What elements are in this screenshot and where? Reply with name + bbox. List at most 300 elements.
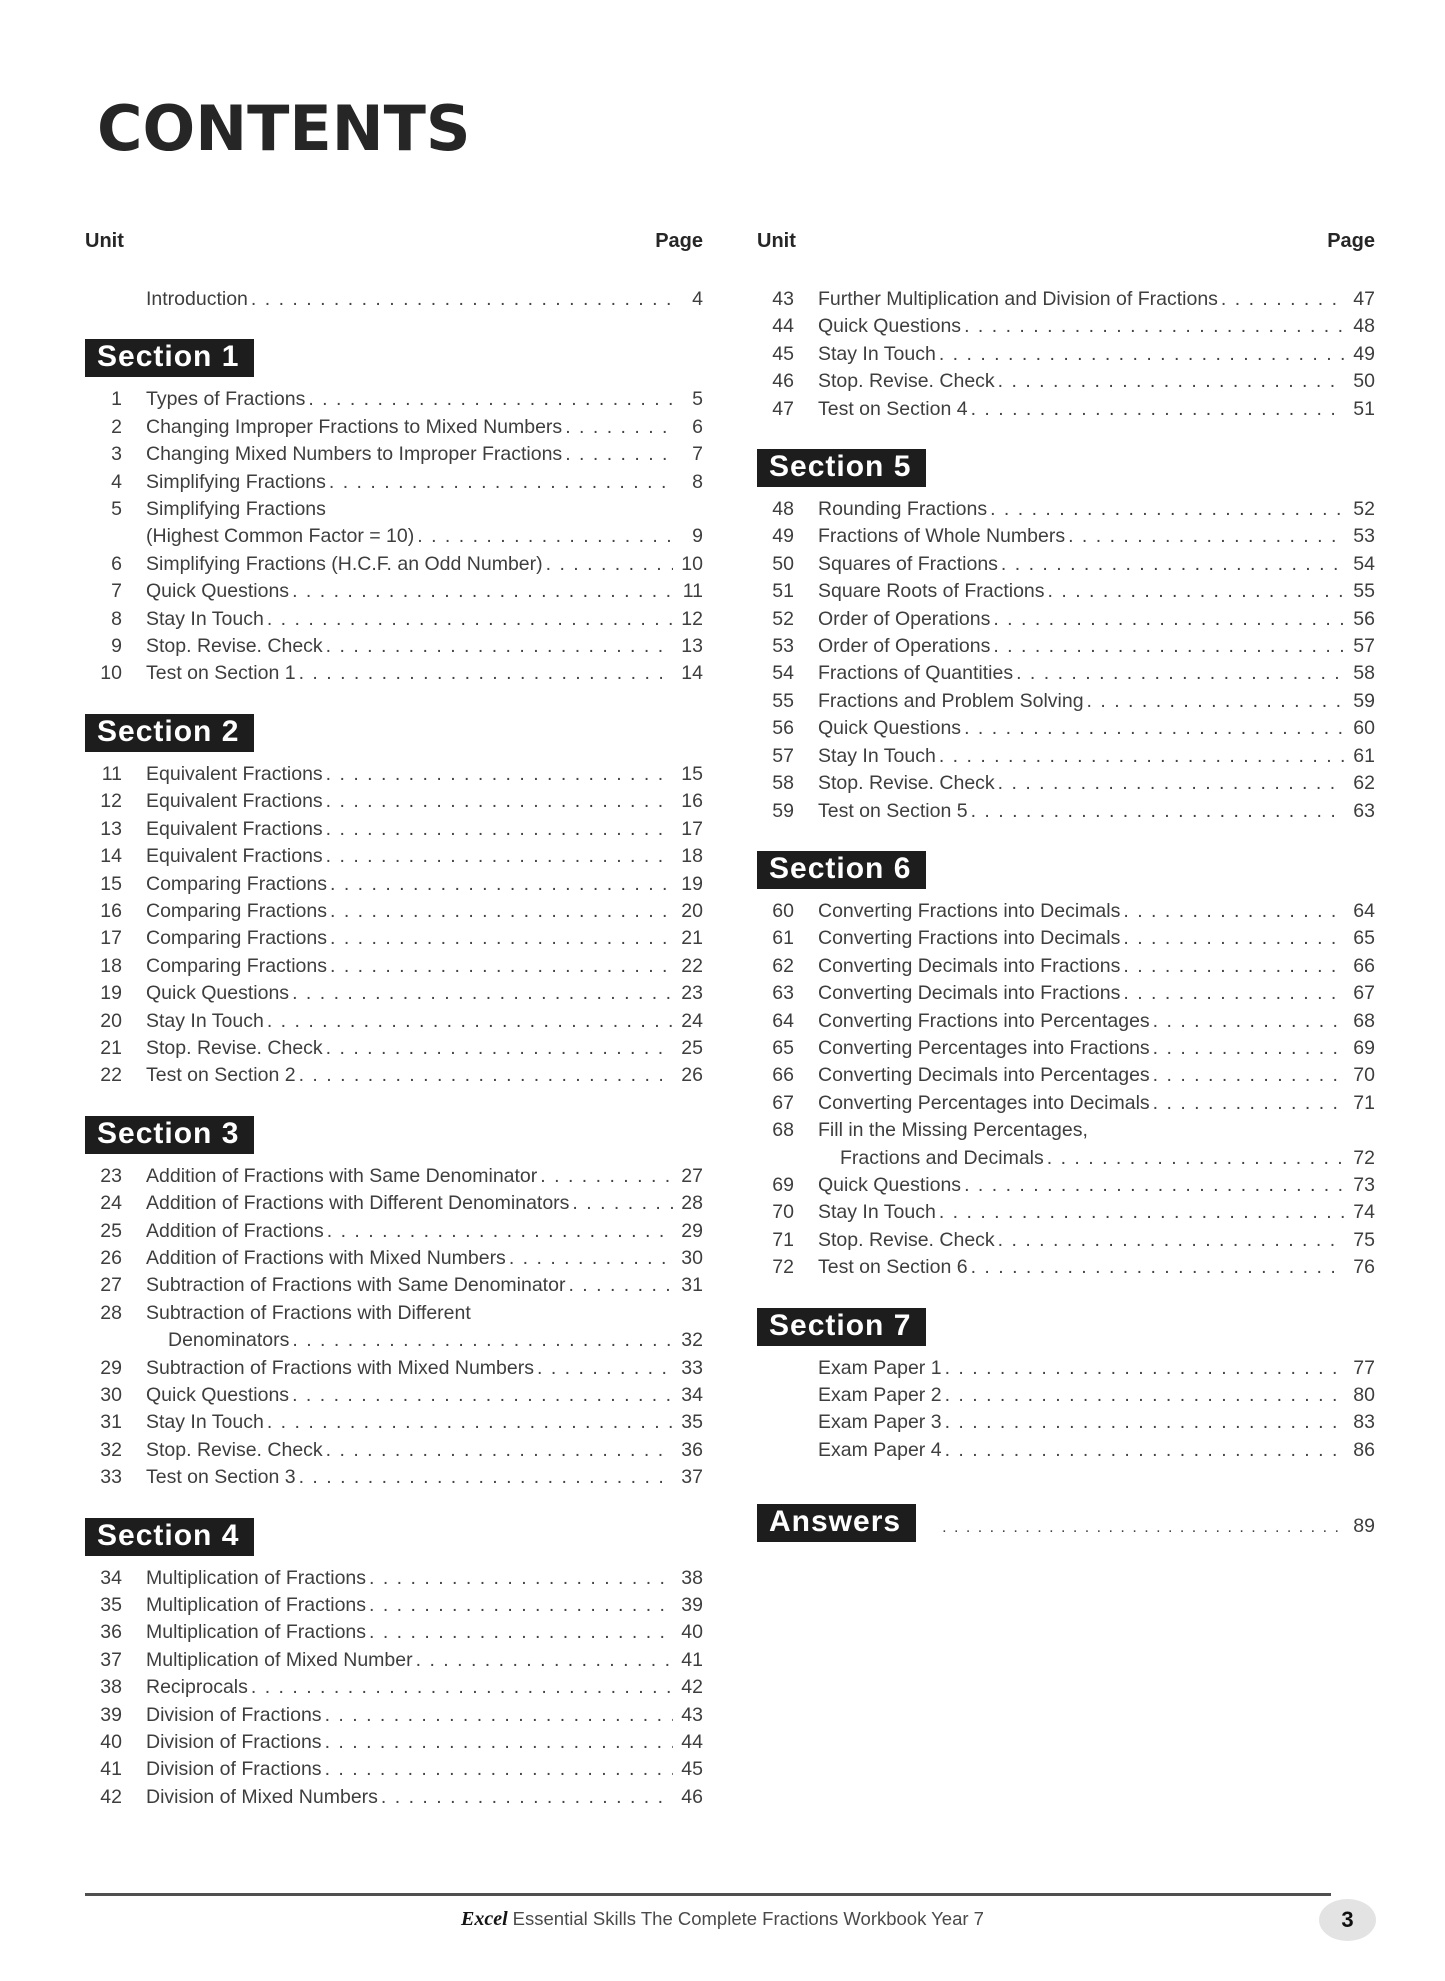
- entry-title: Exam Paper 2: [818, 1384, 942, 1406]
- entry-title: Test on Section 5: [818, 799, 968, 822]
- section-header: Section 7: [757, 1308, 926, 1346]
- entry-page: 46: [681, 1785, 703, 1808]
- toc-entry: [85, 816, 703, 843]
- entry-number: 7: [111, 580, 122, 603]
- entry-page: 50: [1353, 370, 1375, 393]
- entry-number: 10: [100, 662, 122, 685]
- entry-page: 48: [1353, 315, 1375, 338]
- entry-line: [794, 1172, 1375, 1199]
- dot-leader: [1123, 898, 1345, 925]
- toc-entry: [757, 898, 1375, 925]
- entry-number: 56: [772, 717, 794, 740]
- footer-text: [0, 1908, 1445, 1931]
- entry-line: [122, 551, 703, 578]
- entry-line: [122, 871, 703, 898]
- dot-leader: [369, 1592, 673, 1619]
- entry-line: [122, 286, 703, 313]
- entry-line: [794, 715, 1375, 742]
- entry-title: (Highest Common Factor = 10): [146, 525, 415, 548]
- unit-column-header: Unit: [85, 230, 124, 252]
- entry-line: [122, 1756, 703, 1783]
- entry-number: 22: [100, 1064, 122, 1087]
- dot-leader: [299, 1062, 673, 1089]
- entry-number: 47: [772, 397, 794, 420]
- entry-line: [794, 1145, 1375, 1172]
- entry-line: [122, 788, 703, 815]
- entry-number: 49: [772, 525, 794, 548]
- entry-number: 37: [100, 1648, 122, 1671]
- entry-title: Converting Decimals into Fractions: [818, 982, 1121, 1005]
- entry-number: [757, 1409, 794, 1436]
- entry-line: [794, 633, 1375, 660]
- dot-leader: [546, 551, 673, 578]
- entry-title: Stay In Touch: [818, 342, 936, 365]
- entry-number: 41: [100, 1758, 122, 1781]
- entry-title: Stay In Touch: [146, 1411, 264, 1434]
- dot-leader: [945, 1355, 1345, 1382]
- dot-leader: [964, 313, 1345, 340]
- entry-title: Comparing Fractions: [146, 927, 327, 950]
- entry-line: [122, 1784, 703, 1811]
- entry-number: 27: [100, 1274, 122, 1297]
- page-column-header: Page: [1327, 230, 1375, 252]
- entry-title: Test on Section 2: [146, 1064, 296, 1087]
- entry-number: [757, 1355, 794, 1382]
- entry-title: Introduction: [146, 288, 248, 310]
- unit-column-header: Unit: [757, 230, 796, 252]
- entry-line: [794, 551, 1375, 578]
- dot-leader: [417, 523, 673, 550]
- entry-page: 20: [681, 899, 703, 922]
- entry-page: 19: [681, 872, 703, 895]
- entry-page: 53: [1353, 525, 1375, 548]
- entry-line: [794, 1090, 1375, 1117]
- entry-title: Fractions and Decimals: [840, 1146, 1044, 1169]
- toc-entry: [757, 1117, 1375, 1144]
- entry-line: [122, 469, 703, 496]
- entry-line: [122, 523, 703, 550]
- toc-entry: [85, 1382, 703, 1409]
- entry-title: Fractions of Quantities: [818, 662, 1014, 685]
- entry-page: 77: [1353, 1356, 1375, 1379]
- toc-entry: [85, 1218, 703, 1245]
- dot-leader: [1153, 1090, 1345, 1117]
- entry-number: [757, 1437, 794, 1464]
- dot-leader: [330, 871, 673, 898]
- entry-line: [122, 1729, 703, 1756]
- entry-number: 21: [100, 1036, 122, 1059]
- entry-page: 45: [681, 1758, 703, 1781]
- toc-entry: [85, 578, 703, 605]
- dot-leader: [292, 578, 673, 605]
- entry-page: 75: [1353, 1228, 1375, 1251]
- entry-line: [794, 660, 1375, 687]
- entry-page: 43: [681, 1703, 703, 1726]
- toc-entry: [757, 798, 1375, 825]
- dot-leader: [964, 715, 1345, 742]
- toc-entry: [85, 761, 703, 788]
- toc-entry: [757, 1145, 1375, 1172]
- entry-number: 36: [100, 1621, 122, 1644]
- toc-entry: [85, 1756, 703, 1783]
- entry-page: 59: [1353, 689, 1375, 712]
- entry-title: Simplifying Fractions: [146, 498, 326, 521]
- entry-line: [794, 496, 1375, 523]
- dot-leader: [326, 788, 673, 815]
- toc-entry: [85, 469, 703, 496]
- entry-page: 29: [681, 1219, 703, 1242]
- entry-number: 15: [100, 872, 122, 895]
- entry-line: [122, 1218, 703, 1245]
- entry-page: 64: [1353, 899, 1375, 922]
- entry-page: 10: [681, 552, 703, 575]
- entry-number: 31: [100, 1411, 122, 1434]
- entry-number: 71: [772, 1228, 794, 1251]
- toc-entry: [757, 551, 1375, 578]
- entry-page: 42: [681, 1676, 703, 1699]
- toc-entry: [85, 1647, 703, 1674]
- entry-line: [122, 1008, 703, 1035]
- toc-entry: [757, 1254, 1375, 1281]
- entry-page: 55: [1353, 580, 1375, 603]
- toc-entry: [85, 414, 703, 441]
- dot-leader: [1047, 1145, 1345, 1172]
- dot-leader: [1221, 286, 1345, 313]
- entry-page: 39: [681, 1594, 703, 1617]
- entry-title: Quick Questions: [146, 982, 290, 1005]
- entry-title: Division of Mixed Numbers: [146, 1785, 378, 1808]
- entry-line: [122, 496, 703, 523]
- entry-title: Equivalent Fractions: [146, 817, 323, 840]
- toc-entry: [85, 843, 703, 870]
- dot-leader: [993, 633, 1345, 660]
- toc-entry: [85, 1355, 703, 1382]
- entry-line: [794, 1035, 1375, 1062]
- section-header-row: [757, 851, 1375, 889]
- toc-entry: [85, 1300, 703, 1327]
- entry-number: 35: [100, 1594, 122, 1617]
- entry-number: 63: [772, 982, 794, 1005]
- toc-entry: [85, 1409, 703, 1436]
- toc-entry: [757, 578, 1375, 605]
- entry-line: [122, 1437, 703, 1464]
- dot-leader: [565, 441, 673, 468]
- toc-entry: [85, 1035, 703, 1062]
- entry-number: 26: [100, 1246, 122, 1269]
- entry-number: [757, 1382, 794, 1409]
- dot-leader: [1016, 660, 1345, 687]
- entry-line: [794, 1382, 1375, 1409]
- toc-entry: [85, 633, 703, 660]
- section-header-row: [85, 714, 703, 752]
- entry-number: [757, 1145, 794, 1172]
- entry-number: 61: [772, 927, 794, 950]
- entry-line: [794, 1409, 1375, 1436]
- entry-title: Converting Percentages into Fractions: [818, 1036, 1150, 1059]
- entry-line: [122, 925, 703, 952]
- entry-number: 58: [772, 772, 794, 795]
- toc-entry: [757, 313, 1375, 340]
- entry-page: 24: [681, 1009, 703, 1032]
- entry-title: Changing Improper Fractions to Mixed Numbers: [146, 415, 563, 438]
- dot-leader: [326, 843, 673, 870]
- entry-number: 51: [772, 580, 794, 603]
- entry-page: 83: [1353, 1411, 1375, 1434]
- footer-rule: [85, 1893, 1331, 1896]
- dot-leader: [964, 1172, 1345, 1199]
- entry-line: [122, 1355, 703, 1382]
- entry-line: [122, 843, 703, 870]
- toc-entry: [757, 953, 1375, 980]
- dot-leader: [942, 1519, 1345, 1537]
- entry-title: Stay In Touch: [146, 607, 264, 630]
- entry-number: 25: [100, 1219, 122, 1242]
- entry-number: 28: [100, 1301, 122, 1324]
- toc-entry: [757, 1382, 1375, 1409]
- entry-line: [122, 1300, 703, 1327]
- entry-page: 17: [681, 817, 703, 840]
- entry-title: Multiplication of Fractions: [146, 1621, 367, 1644]
- entry-number: 67: [772, 1091, 794, 1114]
- entry-title: Square Roots of Fractions: [818, 580, 1045, 603]
- entry-page: 62: [1353, 772, 1375, 795]
- entry-number: 32: [100, 1438, 122, 1461]
- answers-header: Answers: [757, 1504, 916, 1542]
- entry-page: 58: [1353, 662, 1375, 685]
- entry-number: 45: [772, 342, 794, 365]
- entry-line: [122, 386, 703, 413]
- entry-number: [85, 286, 122, 313]
- dot-leader: [369, 1619, 673, 1646]
- entry-line: [794, 606, 1375, 633]
- toc-entry: [85, 1272, 703, 1299]
- entry-page: 6: [692, 415, 703, 438]
- entry-page: 21: [681, 927, 703, 950]
- entry-title: Test on Section 1: [146, 662, 296, 685]
- toc-entry: [85, 1190, 703, 1217]
- entry-page: 74: [1353, 1201, 1375, 1224]
- entry-page: 25: [681, 1036, 703, 1059]
- dot-leader: [330, 898, 673, 925]
- entry-page: 5: [692, 388, 703, 411]
- entry-title: Equivalent Fractions: [146, 762, 323, 785]
- toc-entry: [85, 1565, 703, 1592]
- dot-leader: [329, 469, 673, 496]
- entry-title: Fill in the Missing Percentages,: [818, 1119, 1088, 1142]
- dot-leader: [325, 1729, 673, 1756]
- toc-entry: [757, 1090, 1375, 1117]
- entry-line: [794, 396, 1375, 423]
- entry-page: 18: [681, 845, 703, 868]
- toc-entry: [85, 898, 703, 925]
- section-header: Section 3: [85, 1116, 254, 1154]
- page-title: CONTENTS: [97, 92, 471, 165]
- entry-title: Rounding Fractions: [818, 498, 988, 521]
- entry-page: 33: [681, 1356, 703, 1379]
- dot-leader: [971, 1254, 1345, 1281]
- section-header-row: [85, 1518, 703, 1556]
- toc-entry: [85, 496, 703, 523]
- toc-column: [85, 228, 703, 1811]
- entry-title: Stop. Revise. Check: [146, 1036, 323, 1059]
- dot-leader: [998, 770, 1345, 797]
- entry-title: Order of Operations: [818, 635, 991, 658]
- entry-title: Quick Questions: [818, 315, 962, 338]
- dot-leader: [945, 1382, 1345, 1409]
- entry-line: [122, 1647, 703, 1674]
- entry-page: 51: [1353, 397, 1375, 420]
- section-header-row: [757, 1308, 1375, 1346]
- entry-list: [757, 1355, 1375, 1465]
- entry-line: [122, 1272, 703, 1299]
- entry-title: Stay In Touch: [818, 1201, 936, 1224]
- toc-entry: [85, 1619, 703, 1646]
- entry-title: Multiplication of Fractions: [146, 1566, 367, 1589]
- entry-list: [757, 286, 1375, 423]
- entry-title: Comparing Fractions: [146, 899, 327, 922]
- toc-entry: [85, 606, 703, 633]
- entry-page: 37: [681, 1466, 703, 1489]
- entry-line: [122, 1190, 703, 1217]
- entry-number: 62: [772, 954, 794, 977]
- entry-title: Converting Decimals into Percentages: [818, 1064, 1150, 1087]
- entry-number: 38: [100, 1676, 122, 1699]
- dot-leader: [572, 1190, 673, 1217]
- entry-page: 89: [1353, 1515, 1375, 1538]
- dot-leader: [1123, 980, 1345, 1007]
- entry-page: 52: [1353, 498, 1375, 521]
- entry-number: 43: [772, 288, 794, 310]
- entry-line: [122, 1035, 703, 1062]
- toc-entry: [757, 1437, 1375, 1464]
- entry-title: Subtraction of Fractions with Different: [146, 1301, 471, 1324]
- toc-entry: [757, 1227, 1375, 1254]
- entry-number: 70: [772, 1201, 794, 1224]
- entry-line: [794, 798, 1375, 825]
- dot-leader: [1087, 688, 1345, 715]
- entry-number: [85, 1327, 122, 1354]
- toc-entry: [85, 1008, 703, 1035]
- toc-entry: [85, 953, 703, 980]
- entry-number: 29: [100, 1356, 122, 1379]
- entry-page: 66: [1353, 954, 1375, 977]
- entry-line: [794, 1008, 1375, 1035]
- entry-number: 57: [772, 744, 794, 767]
- dot-leader: [990, 496, 1345, 523]
- footer-brand: Excel: [461, 1908, 508, 1930]
- entry-page: 86: [1353, 1438, 1375, 1461]
- toc-entry: [85, 386, 703, 413]
- entry-title: Division of Fractions: [146, 1731, 322, 1754]
- entry-line: [122, 1062, 703, 1089]
- entry-page: 69: [1353, 1036, 1375, 1059]
- section-header-row: [85, 1116, 703, 1154]
- dot-leader: [939, 1199, 1345, 1226]
- column-headers: [757, 228, 1375, 255]
- entry-page: 49: [1353, 342, 1375, 365]
- entry-page: 35: [681, 1411, 703, 1434]
- entry-list: [85, 1163, 703, 1492]
- toc-entry: [85, 1702, 703, 1729]
- entry-title: Quick Questions: [146, 580, 290, 603]
- entry-number: 4: [111, 470, 122, 493]
- page-number-badge: [1319, 1899, 1376, 1941]
- entry-line: [122, 1592, 703, 1619]
- entry-title: Addition of Fractions: [146, 1219, 324, 1242]
- toc-entry: [85, 441, 703, 468]
- entry-number: 23: [100, 1164, 122, 1187]
- entry-line: [122, 1163, 703, 1190]
- toc-entry: [85, 1163, 703, 1190]
- toc-entry: [757, 1062, 1375, 1089]
- entry-title: Exam Paper 1: [818, 1356, 942, 1379]
- entry-page: 4: [692, 288, 703, 310]
- toc-entry: [757, 1355, 1375, 1382]
- entry-page: 72: [1353, 1146, 1375, 1169]
- entry-title: Converting Fractions into Decimals: [818, 899, 1121, 922]
- entry-number: 30: [100, 1384, 122, 1406]
- toc-entry: [757, 1409, 1375, 1436]
- entry-line: [122, 816, 703, 843]
- entry-number: 24: [100, 1192, 122, 1215]
- entry-line: [122, 761, 703, 788]
- dot-leader: [945, 1437, 1345, 1464]
- entry-page: 41: [681, 1648, 703, 1671]
- section-header: Section 2: [85, 714, 254, 752]
- page-column-header: Page: [655, 230, 703, 252]
- entry-line: [794, 770, 1375, 797]
- entry-line: [122, 1382, 703, 1409]
- entry-title: Further Multiplication and Division of Fractions: [818, 288, 1218, 310]
- toc-entry: [85, 925, 703, 952]
- entry-page: 38: [681, 1566, 703, 1589]
- toc-entry: [757, 1008, 1375, 1035]
- toc-entry: [757, 396, 1375, 423]
- entry-line: [122, 1245, 703, 1272]
- dot-leader: [292, 1327, 673, 1354]
- answers-row: [757, 1504, 1375, 1542]
- toc-entry: [757, 660, 1375, 687]
- entry-line: [794, 1062, 1375, 1089]
- entry-page: 60: [1353, 717, 1375, 740]
- entry-page: 27: [681, 1164, 703, 1187]
- dot-leader: [381, 1784, 673, 1811]
- entry-number: 14: [100, 845, 122, 868]
- toc-entry: [85, 1464, 703, 1491]
- entry-list: [85, 286, 703, 313]
- entry-title: Reciprocals: [146, 1676, 248, 1699]
- section-header-row: [85, 339, 703, 377]
- dot-leader: [251, 1674, 673, 1701]
- entry-line: [794, 743, 1375, 770]
- entry-list: [757, 898, 1375, 1282]
- entry-line: [122, 606, 703, 633]
- toc-entry: [757, 688, 1375, 715]
- entry-page: 23: [681, 982, 703, 1005]
- toc-entry: [757, 341, 1375, 368]
- entry-number: 3: [111, 443, 122, 466]
- entry-number: 34: [100, 1566, 122, 1589]
- toc-entry: [757, 606, 1375, 633]
- section-header: Section 4: [85, 1518, 254, 1556]
- entry-title: Converting Decimals into Fractions: [818, 954, 1121, 977]
- entry-line: [122, 1674, 703, 1701]
- dot-leader: [1153, 1008, 1345, 1035]
- entry-line: [794, 688, 1375, 715]
- entry-page: 54: [1353, 552, 1375, 575]
- dot-leader: [993, 606, 1345, 633]
- entry-page: 26: [681, 1064, 703, 1087]
